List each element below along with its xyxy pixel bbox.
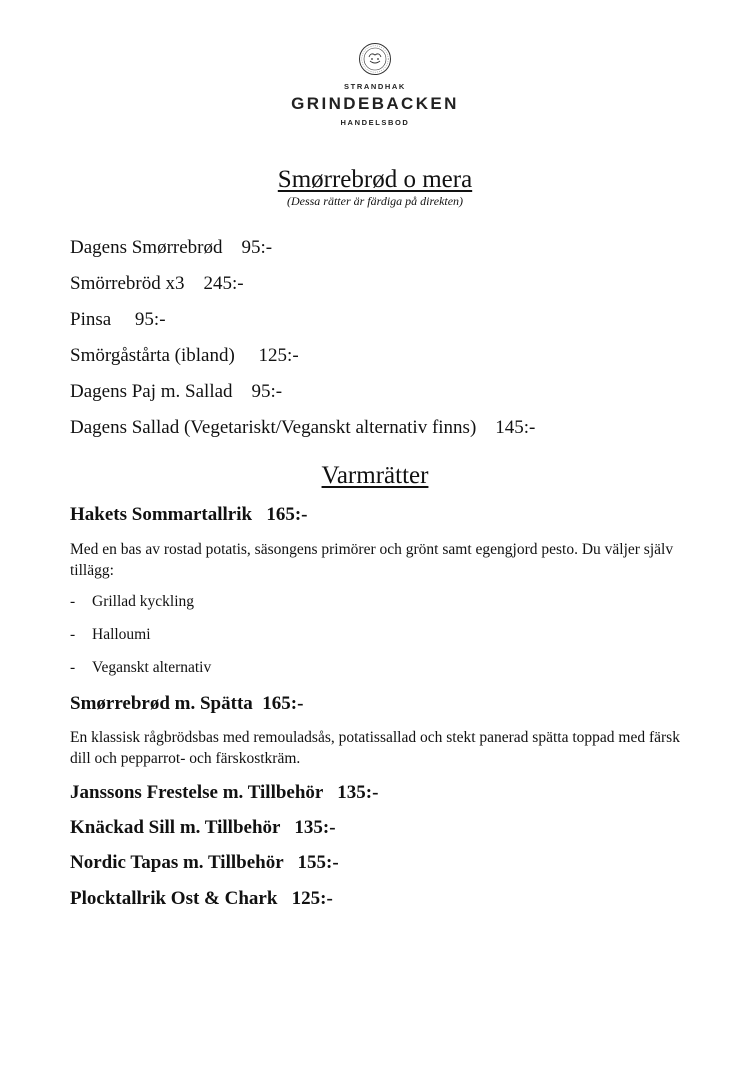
addon-item: - Veganskt alternativ — [70, 659, 212, 676]
section-note: (Dessa rätter är färdiga på direkten) — [286, 194, 464, 208]
addon-label: Halloumi — [92, 626, 151, 643]
addon-label: Grillad kyckling — [92, 593, 195, 610]
menu-item: Smörgåstårta (ibland) 125:- — [70, 345, 299, 366]
dish-description: Med en bas av rostad potatis, säsongens primörer och grönt samt egengjord pesto. Du väljer själv tillägg: — [70, 541, 674, 579]
dish-title: Smørrebrød m. Spätta 165:- — [70, 693, 304, 714]
section-title-smorrebrod: Smørrebrød o mera — [277, 166, 473, 193]
menu-item: Dagens Paj m. Sallad 95:- — [70, 381, 283, 402]
brand-name: GRINDEBACKEN — [291, 94, 459, 113]
brand-top-text: STRANDHAK — [344, 82, 406, 91]
menu-item: Pinsa 95:- — [70, 309, 166, 330]
dish-title: Nordic Tapas m. Tillbehör 155:- — [70, 852, 339, 873]
addon-label: Veganskt alternativ — [92, 659, 212, 676]
menu-item: Dagens Sallad (Vegetariskt/Veganskt alternativ finns) 145:- — [70, 417, 536, 438]
addon-item: - Grillad kyckling — [70, 593, 195, 610]
dish-title: Knäckad Sill m. Tillbehör 135:- — [70, 817, 336, 838]
dish-title: Hakets Sommartallrik 165:- — [70, 504, 308, 525]
menu-item: Dagens Smørrebrød 95:- — [70, 237, 273, 258]
section-title-varmratter: Varmrätter — [321, 462, 429, 489]
dish-title: Janssons Frestelse m. Tillbehör 135:- — [70, 782, 379, 803]
seal-icon — [358, 42, 392, 76]
brand-bottom-text: HANDELSBOD — [340, 118, 410, 127]
brand-logo — [0, 42, 750, 127]
menu-item: Smörrebröd x3 245:- — [70, 273, 244, 294]
dish-title: Plocktallrik Ost & Chark 125:- — [70, 888, 333, 909]
addon-item: - Halloumi — [70, 626, 151, 643]
dish-description: En klassisk rågbrödsbas med remouladsås, potatissallad och stekt panerad spätta toppad med färsk dill och pepparrot- och färskostkräm. — [70, 729, 680, 767]
